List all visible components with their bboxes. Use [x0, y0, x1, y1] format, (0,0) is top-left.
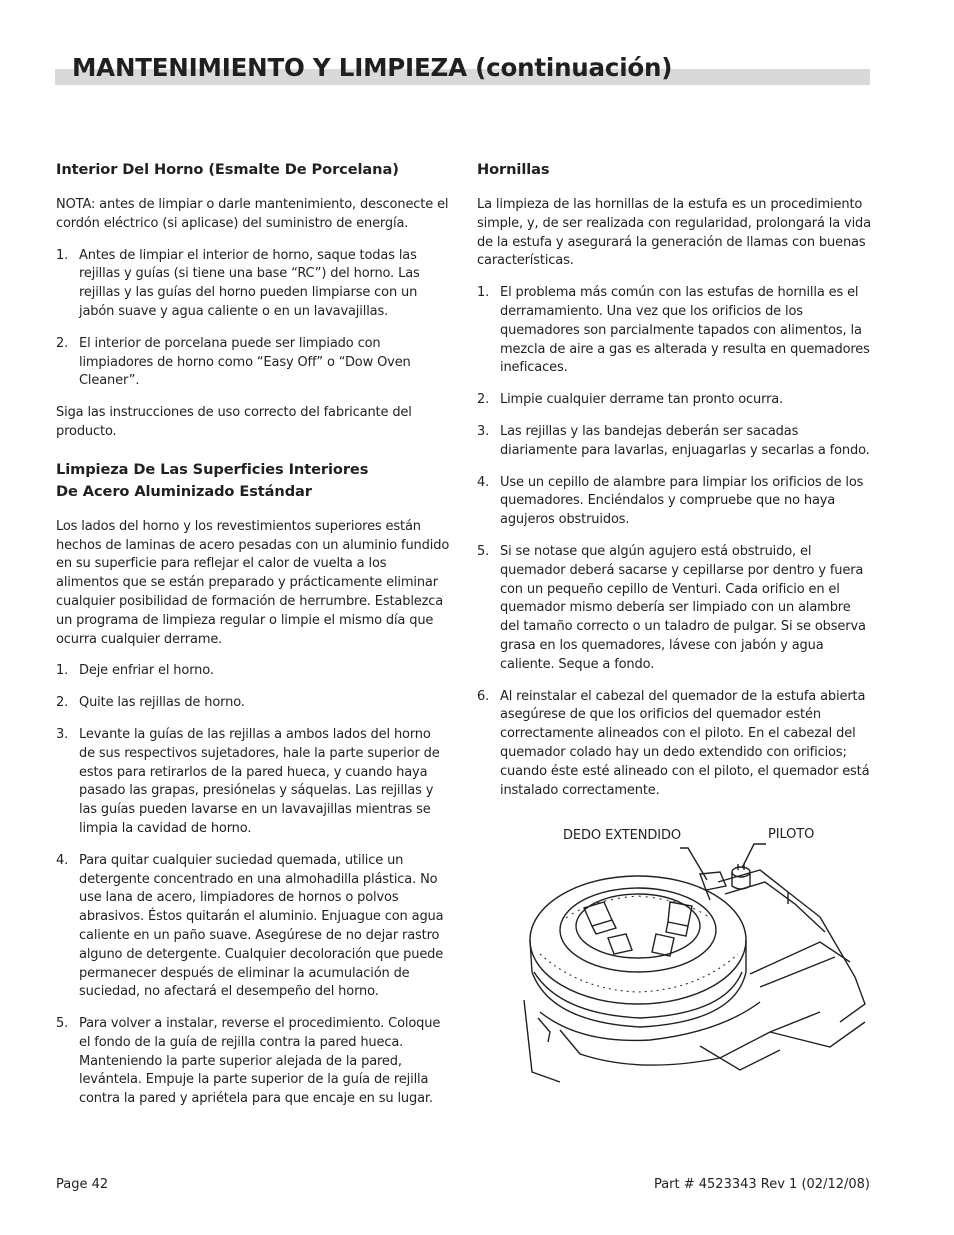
label-pilot: PILOTO [768, 827, 815, 842]
list-item: 3. Las rejillas y las bandejas deberán ser sacadas diariamente para lavarlas, enjuagarlas y secarlas a fondo. [477, 423, 870, 458]
closing-paragraph: Siga las instrucciones de uso correcto del fabricante del producto. [56, 405, 412, 439]
burner-figure [520, 822, 875, 1087]
part-number: Part # 4523343 Rev 1 (02/12/08) [653, 1177, 870, 1192]
note-paragraph: NOTA: antes de limpiar o darle mantenimiento, desconecte el cordón eléctrico (si aplicase) del suministro de energía. [56, 197, 449, 231]
intro-paragraph: La limpieza de las hornillas de la estufa es un procedimiento simple, y, de ser realizada con regularidad, prolongará la vida de la estufa y asegurará la generación de llamas con buenas características. [477, 197, 871, 269]
list-item: 4. Use un cepillo de alambre para limpiar los orificios de los quemadores. Enciéndalos y compruebe que no haya agujeros obstruidos. [477, 474, 864, 528]
oven-interior-steps [56, 247, 450, 392]
section-heading-oven-interior: Interior Del Horno (Esmalte De Porcelana) [56, 161, 399, 178]
list-item: 5. Para volver a instalar, reverse el procedimiento. Coloque el fondo de la guía de rejilla contra la pared hueca. Manteniendo la parte superior alejada de la pared, levántela. Empuje la parte superior de la guía de rejilla contra la pared y apriétela para que encaje en su lugar. [56, 1016, 441, 1107]
list-item: 6. Al reinstalar el cabezal del quemador de la estufa abierta asegúrese de que los orificios del quemador estén correctamente alineados con el piloto. En el cabezal del quemador colado hay un dedo extendido con orificios; cuando éste esté alineado con el piloto, el quemador está instalado correctamente. [477, 688, 870, 798]
intro-paragraph: Los lados del horno y los revestimientos superiores están hechos de laminas de acero pesadas con un aluminio fundido en su superficie para reflejar el calor de vuelta a los alimentos que se están preparado y prácticamente eliminar cualquier posibilidad de formación de herrumbre. Establezca un programa de limpieza regular o limpie el mismo día que ocurra cualquier derrame. [56, 518, 450, 647]
list-item: 5. Si se notase que algún agujero está obstruido, el quemador deberá sacarse y cepillarse por dentro y fuera con un pequeño cepillo de Venturi. Cada orificio en el quemador mismo debería ser limpiado con un alambre del tamaño correcto o un taladro de pulgar. Si se observa grasa en los quemadores, lávese con jabón y agua caliente. Seque a fondo. [477, 543, 866, 672]
list-item: 2. El interior de porcelana puede ser limpiado con limpiadores de horno como “Easy Off” o “Dow Oven Cleaner”. [56, 335, 411, 389]
list-item: 4. Para quitar cualquier suciedad quemada, utilice un detergente concentrado en una almohadilla plástica. No use lana de acero, limpiadores de hornos o polvos abrasivos. Éstos quitarán el aluminio. Enjuague con agua caliente en un paño suave. Asegúrese de no dejar rastro alguno de detergente. Cualquier decoloración que puede permanecer después de eliminar la acumulación de suciedad, no afectará el desempeño del horno. [56, 852, 444, 1000]
label-extended-finger: DEDO EXTENDIDO [563, 828, 682, 843]
section-heading-burners: Hornillas [477, 161, 550, 178]
aluminized-steps [56, 662, 450, 1109]
page-title: MANTENIMIENTO Y LIMPIEZA (continuación) [72, 53, 673, 82]
list-item: 2. Quite las rejillas de horno. [56, 695, 245, 711]
section-heading-aluminized-steel: Limpieza De Las Superficies Interiores De Acero Aluminizado Estándar [56, 460, 369, 500]
right-column [477, 159, 872, 813]
list-item: 1. Antes de limpiar el interior de horno, saque todas las rejillas y guías (si tiene una base “RC”) del horno. Las rejillas y las guías del horno pueden limpiarse con un jabón suave y agua caliente o en un lavavajillas. [56, 247, 420, 319]
burner-illustration [520, 822, 875, 1087]
left-column [56, 159, 450, 1122]
page-number: Page 42 [56, 1177, 109, 1192]
list-item: 1. El problema más común con las estufas de hornilla es el derramamiento. Una vez que los orificios de los quemadores son parcialmente tapados con alimentos, la mezcla de aire a gas es alterada y resulta en quemadores ineficaces. [477, 285, 870, 376]
burner-steps [477, 284, 872, 800]
list-item: 2. Limpie cualquier derrame tan pronto ocurra. [477, 392, 784, 408]
list-item: 3. Levante la guías de las rejillas a ambos lados del horno de sus respectivos sujetadores, hale la parte superior de estos para retirarlos de la pared hueca, y cuando haya pasado las grapas, presiónelas y sáquelas. Las rejillas y las guías pueden lavarse en un lavavajillas mientras se limpia la cavidad de horno. [56, 726, 440, 836]
list-item: 1. Deje enfriar el horno. [56, 663, 214, 679]
